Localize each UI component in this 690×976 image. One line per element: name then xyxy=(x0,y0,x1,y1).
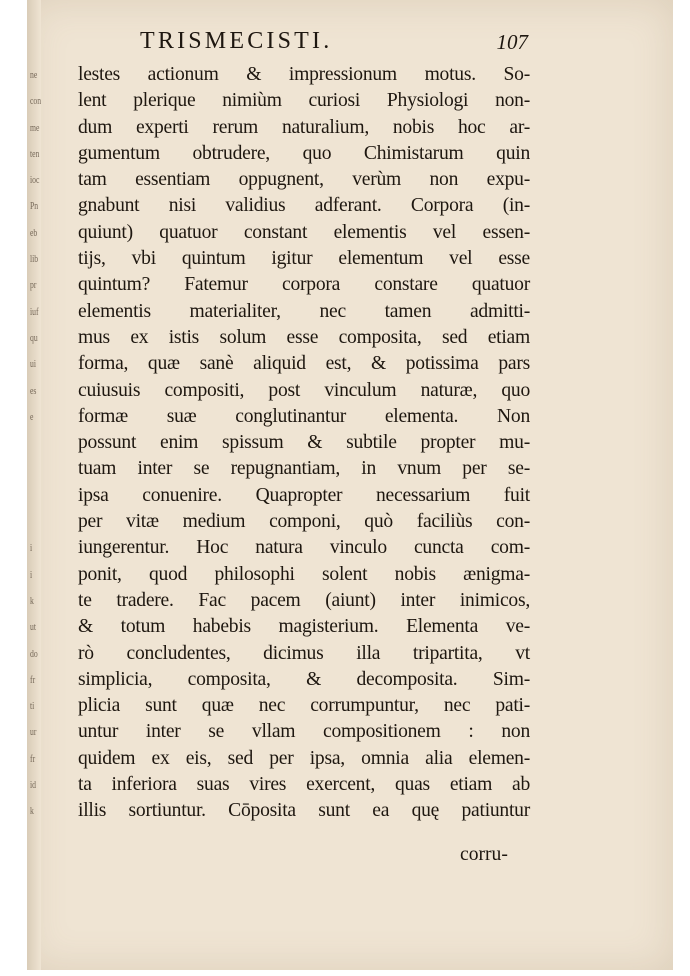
text-line: forma, quæ sanè aliquid est, & potissima pars xyxy=(78,353,530,375)
text-line: tijs, vbi quintum igitur elementum vel esse xyxy=(78,248,530,270)
text-line: illis sortiuntur. Cōposita sunt ea quę patiuntur xyxy=(78,800,530,822)
bleed-fragment xyxy=(30,483,40,509)
bleed-fragment: eb xyxy=(30,226,38,239)
bleed-fragment: qu xyxy=(30,331,38,344)
catchword: corru- xyxy=(460,844,508,865)
page-number: 107 xyxy=(496,30,528,54)
text-line: gumentum obtrudere, quo Chimistarum quin xyxy=(78,142,530,164)
bleed-fragment: con xyxy=(30,95,42,108)
bleed-fragment: me xyxy=(30,121,40,134)
text-line: possunt enim spissum & subtile propter mu- xyxy=(78,432,530,454)
bleed-fragment: es xyxy=(30,384,37,397)
bleed-fragment: iuf xyxy=(30,305,39,318)
bleed-fragment: i xyxy=(30,568,33,581)
bleed-fragment xyxy=(30,509,40,535)
text-line: gnabunt nisi validius adferant. Corpora (in- xyxy=(78,195,530,217)
text-line: lent plerique nimiùm curiosi Physiologi non- xyxy=(78,90,530,112)
text-line: plicia sunt quæ nec corrumpuntur, nec pati- xyxy=(78,695,530,717)
bleed-fragment: fr xyxy=(30,752,36,765)
bleed-fragment: e xyxy=(30,410,34,423)
text-line: cuiusuis compositi, post vinculum naturæ, quo xyxy=(78,379,530,401)
text-line: tuam inter se repugnantiam, in vnum per se- xyxy=(78,458,530,480)
bleed-fragment: fr xyxy=(30,673,36,686)
bleed-fragment: pr xyxy=(30,279,37,292)
facing-page-bleed xyxy=(30,62,40,825)
text-line: quidem ex eis, sed per ipsa, omnia alia elemen- xyxy=(78,747,530,769)
text-line: formæ suæ conglutinantur elementa. Non xyxy=(78,405,530,427)
bleed-fragment: ut xyxy=(30,621,36,634)
text-line: ponit, quod philosophi solent nobis ænigma- xyxy=(78,563,530,585)
bleed-fragment: Pn xyxy=(30,200,39,213)
text-line: simplicia, composita, & decomposita. Sim- xyxy=(78,668,530,690)
running-title: TRISMECISTI. xyxy=(140,28,333,54)
text-line: iungerentur. Hoc natura vinculo cuncta com- xyxy=(78,537,530,559)
text-line: mus ex istis solum esse composita, sed etiam xyxy=(78,326,530,348)
text-line: elementis materialiter, nec tamen admitti- xyxy=(78,300,530,322)
text-line: per vitæ medium componi, quò faciliùs con- xyxy=(78,511,530,533)
bleed-fragment: id xyxy=(30,779,36,792)
bleed-fragment: k xyxy=(30,594,34,607)
text-line: ta inferiora suas vires exercent, quas etiam ab xyxy=(78,774,530,796)
bleed-fragment: ten xyxy=(30,147,40,160)
text-line: te tradere. Fac pacem (aiunt) inter inimicos, xyxy=(78,589,530,611)
bleed-fragment: do xyxy=(30,647,38,660)
text-line: quintum? Fatemur corpora constare quatuor xyxy=(78,274,530,296)
text-line: quiunt) quatuor constant elementis vel essen- xyxy=(78,221,530,243)
text-line: untur inter se vllam compositionem : non xyxy=(78,721,530,743)
bleed-fragment: k xyxy=(30,805,34,818)
page-header xyxy=(140,28,540,58)
bleed-fragment xyxy=(30,456,40,482)
bleed-fragment: ur xyxy=(30,726,37,739)
bleed-fragment: ne xyxy=(30,69,38,81)
bleed-fragment xyxy=(30,430,40,456)
bleed-fragment: ioc xyxy=(30,174,40,187)
text-line: & totum habebis magisterium. Elementa ve- xyxy=(78,616,530,638)
text-line: tam essentiam oppugnent, verùm non expu- xyxy=(78,169,530,191)
body-text xyxy=(78,62,530,825)
text-line: ipsa conuenire. Quapropter necessarium fuit xyxy=(78,484,530,506)
text-line: dum experti rerum naturalium, nobis hoc ar- xyxy=(78,116,530,138)
bleed-fragment: ti xyxy=(30,700,35,713)
bleed-fragment: ui xyxy=(30,358,36,371)
bleed-fragment: lib xyxy=(30,253,39,266)
text-line: rò concludentes, dicimus illa tripartita, vt xyxy=(78,642,530,664)
text-line: lestes actionum & impressionum motus. So- xyxy=(78,64,530,85)
bleed-fragment: i xyxy=(30,542,33,555)
